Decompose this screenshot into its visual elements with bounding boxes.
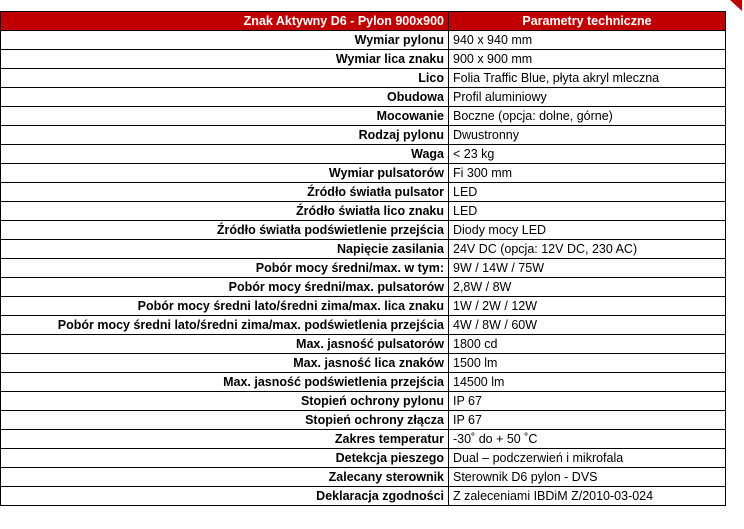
table-row [1,278,726,297]
parameter-name: Lico [1,69,449,88]
table-row [1,50,726,69]
parameter-name: Pobór mocy średni lato/średni zima/max. podświetlenia przejścia [1,316,449,335]
parameter-value: Profil aluminiowy [449,88,726,107]
table-row [1,202,726,221]
parameter-name: Źródło światła lico znaku [1,202,449,221]
parameter-value: IP 67 [449,411,726,430]
parameter-value: Dwustronny [449,126,726,145]
table-row [1,392,726,411]
parameter-name: Wymiar lica znaku [1,50,449,69]
parameter-value: Folia Traffic Blue, płyta akryl mleczna [449,69,726,88]
table-row [1,221,726,240]
parameter-name: Waga [1,145,449,164]
parameter-name: Napięcie zasilania [1,240,449,259]
parameter-value: 4W / 8W / 60W [449,316,726,335]
parameter-name: Mocowanie [1,107,449,126]
table-row [1,126,726,145]
table-row [1,316,726,335]
parameter-value: Z zaleceniami IBDiM Z/2010-03-024 [449,487,726,506]
parameter-value: 14500 lm [449,373,726,392]
parameter-name: Max. jasność podświetlenia przejścia [1,373,449,392]
parameter-value: 24V DC (opcja: 12V DC, 230 AC) [449,240,726,259]
parameter-name: Pobór mocy średni lato/średni zima/max. lica znaku [1,297,449,316]
table-body [1,31,726,506]
parameter-value: 2,8W / 8W [449,278,726,297]
table-row [1,183,726,202]
parameter-value: Dual – podczerwień i mikrofala [449,449,726,468]
spec-table [0,11,726,506]
parameter-value: IP 67 [449,392,726,411]
header-parameters: Parametry techniczne [449,12,726,31]
table-row [1,69,726,88]
parameter-value: LED [449,183,726,202]
parameter-name: Detekcja pieszego [1,449,449,468]
parameter-name: Deklaracja zgodności [1,487,449,506]
parameter-name: Źródło światła podświetlenie przejścia [1,221,449,240]
parameter-name: Stopień ochrony złącza [1,411,449,430]
parameter-name: Obudowa [1,88,449,107]
parameter-name: Pobór mocy średni/max. pulsatorów [1,278,449,297]
parameter-name: Wymiar pulsatorów [1,164,449,183]
parameter-name: Pobór mocy średni/max. w tym: [1,259,449,278]
table-row [1,487,726,506]
parameter-name: Zakres temperatur [1,430,449,449]
table-row [1,259,726,278]
table-row [1,31,726,50]
table-row [1,240,726,259]
table-row [1,411,726,430]
table-row [1,430,726,449]
parameter-value: -30˚ do + 50 ˚C [449,430,726,449]
parameter-name: Stopień ochrony pylonu [1,392,449,411]
table-row [1,449,726,468]
parameter-value: LED [449,202,726,221]
parameter-name: Max. jasność lica znaków [1,354,449,373]
parameter-value: Fi 300 mm [449,164,726,183]
parameter-name: Wymiar pylonu [1,31,449,50]
parameter-value: 9W / 14W / 75W [449,259,726,278]
parameter-value: 1500 lm [449,354,726,373]
parameter-value: Boczne (opcja: dolne, górne) [449,107,726,126]
header-row [1,12,726,31]
header-product-name: Znak Aktywny D6 - Pylon 900x900 [1,12,449,31]
parameter-name: Źródło światła pulsator [1,183,449,202]
table-row [1,297,726,316]
parameter-value: 940 x 940 mm [449,31,726,50]
parameter-value: < 23 kg [449,145,726,164]
parameter-value: 1W / 2W / 12W [449,297,726,316]
table-row [1,107,726,126]
parameter-value: Sterownik D6 pylon - DVS [449,468,726,487]
parameter-value: Diody mocy LED [449,221,726,240]
table-row [1,354,726,373]
table-row [1,468,726,487]
parameter-name: Zalecany sterownik [1,468,449,487]
parameter-name: Rodzaj pylonu [1,126,449,145]
fold-triangle-icon [728,0,744,12]
parameter-value: 900 x 900 mm [449,50,726,69]
table-row [1,145,726,164]
parameter-value: 1800 cd [449,335,726,354]
table-row [1,373,726,392]
parameter-name: Max. jasność pulsatorów [1,335,449,354]
table-row [1,335,726,354]
table-row [1,164,726,183]
table-row [1,88,726,107]
